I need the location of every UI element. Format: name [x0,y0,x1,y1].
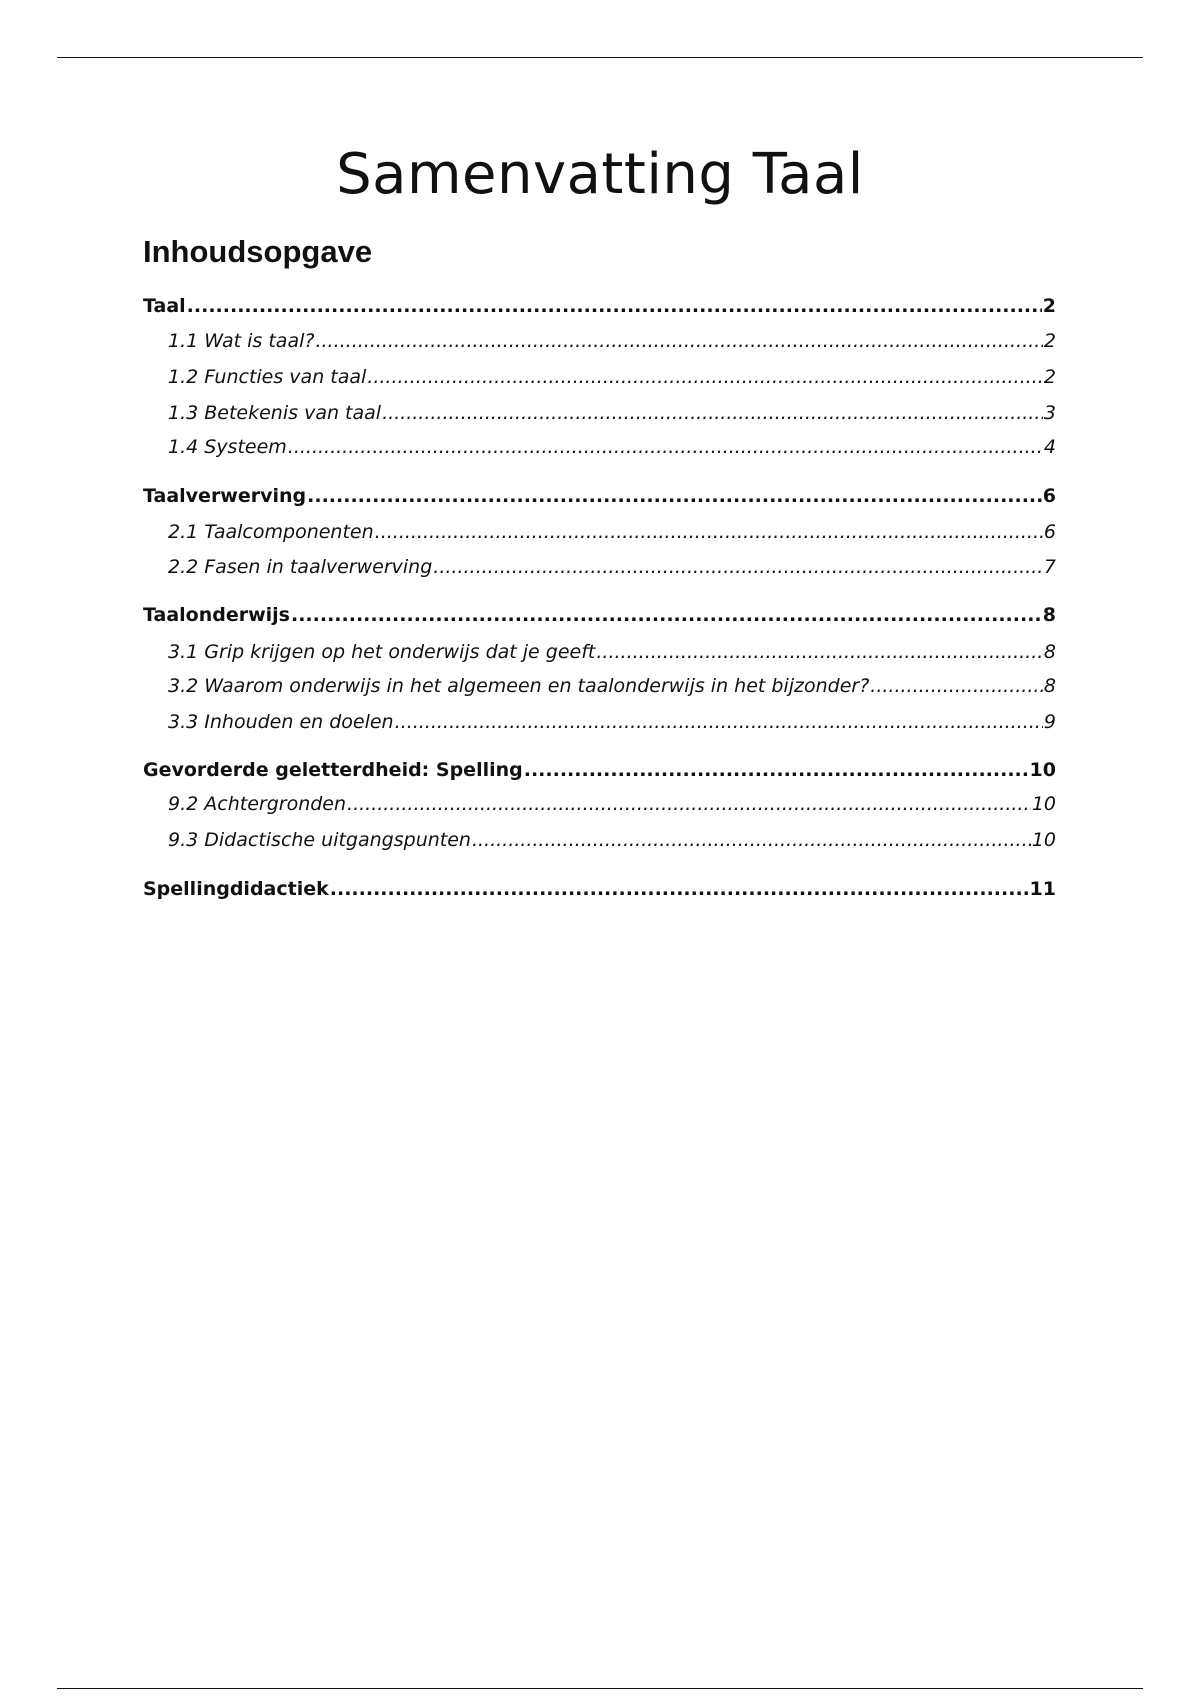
toc-entry-label: 2.2 Fasen in taalverwerving [168,556,433,578]
toc-dot-leader [472,826,1031,854]
toc-entry-page: 8 [1043,675,1056,697]
toc-entry-label: 1.2 Functies van taal [168,366,367,388]
toc-entry-page: 8 [1043,641,1056,663]
toc-entry-taal[interactable] [143,292,1056,320]
toc-entry-page: 2 [1042,295,1056,317]
toc-entry-2-2[interactable] [143,553,1056,581]
toc-entry-label: Gevorderde geletterdheid: Spelling [143,759,523,781]
toc-entry-taalverwerving[interactable] [143,482,1056,510]
toc-entry-page: 6 [1043,521,1056,543]
toc-dot-leader [307,482,1042,510]
toc-dot-leader [291,601,1042,629]
toc-dot-leader [433,553,1043,581]
toc-entry-1-1[interactable] [143,327,1056,355]
page-top-rule [57,57,1143,58]
toc-entry-page: 6 [1042,485,1056,507]
toc-dot-leader [870,672,1043,700]
toc-entry-page: 11 [1029,878,1056,900]
toc-entry-page: 2 [1043,366,1056,388]
toc-entry-label: Taalonderwijs [143,604,290,626]
toc-dot-leader [330,875,1029,903]
toc-entry-page: 7 [1043,556,1056,578]
toc-entry-1-2[interactable] [143,363,1056,391]
toc-entry-9-2[interactable] [143,790,1056,818]
toc-entry-page: 2 [1043,330,1056,352]
toc-entry-page: 3 [1043,402,1056,424]
toc-dot-leader [395,708,1043,736]
toc-entry-label: 1.4 Systeem [168,436,287,458]
toc-dot-leader [367,363,1043,391]
toc-entry-page: 9 [1043,711,1056,733]
toc-entry-9-3[interactable] [143,826,1056,854]
toc-entry-label: 3.1 Grip krijgen op het onderwijs dat je geeft [168,641,596,663]
toc-dot-leader [315,327,1042,355]
toc-entry-3-1[interactable] [143,638,1056,666]
toc-entry-page: 10 [1031,793,1056,815]
document-title: Samenvatting Taal [336,142,864,207]
page-bottom-rule [57,1688,1143,1689]
toc-entry-page: 8 [1042,604,1056,626]
toc-entry-label: Spellingdidactiek [143,878,329,900]
toc-entry-3-3[interactable] [143,708,1056,736]
toc-dot-leader [288,433,1043,461]
toc-dot-leader [347,790,1031,818]
toc-dot-leader [187,292,1042,320]
toc-entry-label: 3.3 Inhouden en doelen [168,711,394,733]
toc-entry-label: 9.3 Didactische uitgangspunten [168,829,471,851]
toc-dot-leader [524,756,1029,784]
toc-entry-3-2[interactable] [143,672,1056,700]
toc-entry-page: 10 [1029,759,1056,781]
toc-dot-leader [382,399,1043,427]
toc-entry-spellingdidactiek[interactable] [143,875,1056,903]
toc-dot-leader [596,638,1043,666]
toc-entry-label: 2.1 Taalcomponenten [168,521,374,543]
toc-dot-leader [375,518,1043,546]
toc-entry-page: 4 [1043,436,1056,458]
toc-entry-label: Taalverwerving [143,485,307,507]
toc-entry-2-1[interactable] [143,518,1056,546]
toc-heading: Inhoudsopgave [143,234,373,269]
toc-entry-label: 1.1 Wat is taal? [168,330,315,352]
toc-entry-1-3[interactable] [143,399,1056,427]
toc-entry-page: 10 [1031,829,1056,851]
toc-entry-label: Taal [143,295,186,317]
toc-entry-1-4[interactable] [143,433,1056,461]
toc-entry-label: 3.2 Waarom onderwijs in het algemeen en taalonderwijs in het bijzonder? [168,675,870,697]
toc-entry-spelling[interactable] [143,756,1056,784]
toc-entry-label: 9.2 Achtergronden [168,793,347,815]
toc-entry-taalonderwijs[interactable] [143,601,1056,629]
toc-entry-label: 1.3 Betekenis van taal [168,402,382,424]
